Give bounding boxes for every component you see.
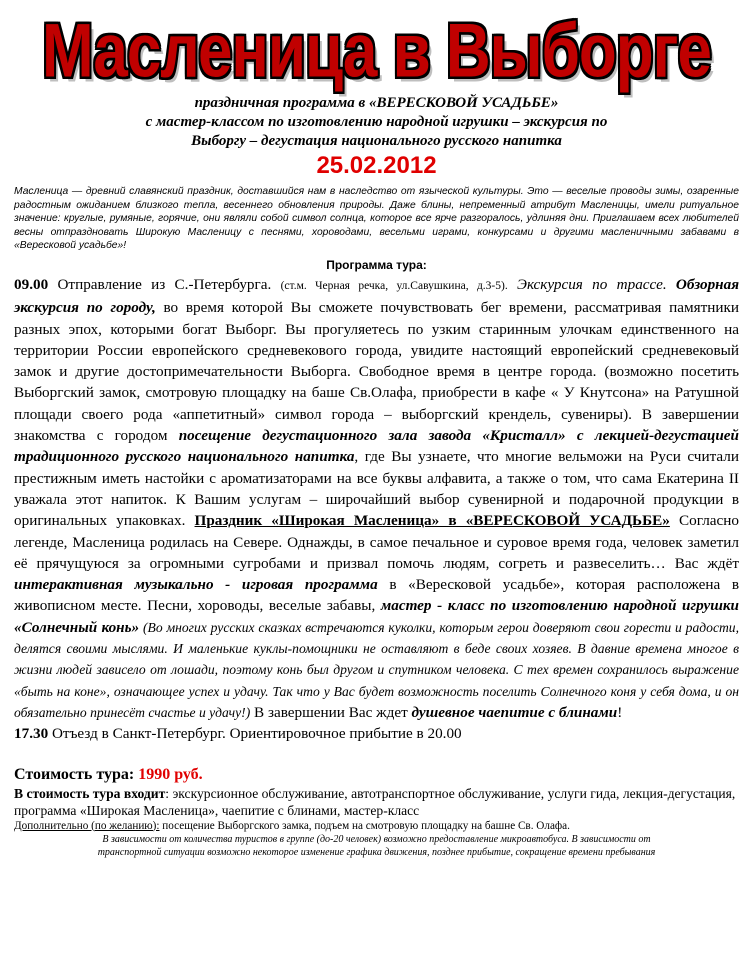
subtitle-line: праздничная программа в «ВЕРЕСКОВОЙ УСАДЬБЕ» <box>194 95 559 111</box>
program-highlight-underlined: Праздник «Широкая Масленица» в «ВЕРЕСКОВОЙ УСАДЬБЕ» <box>194 512 670 530</box>
included-services <box>14 785 739 819</box>
program-text-span: Экскурсия по трассе. <box>507 275 676 293</box>
included-label: В стоимость тура входит <box>14 785 166 801</box>
program-text-span: (Во многих русских сказках встречаются куколки, которым герои доверяют свои горести и радости, делятся своими мыслями. И маленькие куклы-помощники не оставляют в беде своих хозяев. В давние времена многое в жизни людей зависело от лошади, поэтому конь был другом и спутником человека. С тех времен сохранилось выражение «быть на коне», означающее успех и удачу. Так что у Вас будет возможность поселить Солнечного коня у себя дома, и он обязательно принесёт счастье и удачу!) <box>14 619 739 720</box>
optional-services <box>14 819 739 833</box>
page-title: Масленица в Выборге <box>42 9 711 94</box>
cost-price: 1990 руб. <box>138 765 203 783</box>
program-highlight: душевное чаепитие с блинами <box>411 703 618 721</box>
program-text-span: в «Вересковой усадьбе», которая расположена в живописном месте. Песни, хороводы, веселые забавы, <box>14 576 739 615</box>
intro-paragraph: Масленица — древний славянский праздник, доставшийся нам в наследство от языческой культуры. Это — веселые проводы зимы, озаренные радостным ожиданием близкого тепла, весеннего обновления природы. Даже блины, непременный атрибут Масленицы, имели ритуальное значение: круглые, румяные, горячие, они являли собой символ солнца, которое все ярче разгоралось, удлиняя дни. Приглашаем всех любителей весны отпраздновать Широкую Масленицу с песнями, хороводами, весельми играми, конкурсами и другими масленичными забавами в «Вересковой усадьбе»! <box>14 186 739 252</box>
program-text <box>14 274 739 745</box>
program-text-span: Отправление из С.-Петербурга. <box>48 275 281 293</box>
program-text-span: , где Вы узнаете, что многие вельможи на Руси считали престижным иметь настойки с ароматизаторами на все буквы алфавита, а также о том, что сама Екатерина II уважала этот напиток. К Вашим услугам – широчайший выбор сувенирной и подарочной продукции в оригинальных упаковках. <box>14 448 739 530</box>
return-line <box>14 723 739 744</box>
tour-date: 25.02.2012 <box>316 152 437 179</box>
included-text: : экскурсионное обслуживание, автотранспортное обслуживание, услуги гида, лекция-дегустация, программа «Широкая Масленица», чаепитие с блинами, мастер-класс <box>14 785 736 818</box>
program-highlight: мастер - класс по изготовлению народной игрушки «Солнечный конь» <box>14 597 739 636</box>
program-highlight: Обзорная экскурсия по городу, <box>14 275 740 317</box>
footnote-line: В зависимости от количества туристов в группе (до-20 человек) возможно предоставление микроавтобуса. В зависимости от <box>102 833 651 845</box>
optional-text: посещение Выборгского замка, подъем на смотровую площадку на башне Св. Олафа. <box>159 819 570 832</box>
subtitle-line: с мастер-классом по изготовлению народной игрушки – экскурсия по <box>145 114 608 130</box>
program-text-span: Отъезд в Санкт-Петербург. Ориентировочное прибытие в 20.00 <box>48 725 462 743</box>
time-return: 17.30 <box>14 725 49 743</box>
program-text-span: ! <box>617 703 623 721</box>
program-text-span: Согласно легенде, Масленица родилась на Севере. Однажды, в самое печальное и суровое время года, человек заметил её прячущуюся за огромными сугробами и призвал помочь людям, согреть и развеселить… Вас ждёт <box>14 512 739 572</box>
program-highlight: интерактивная музыкально - игровая программа <box>14 576 378 594</box>
meeting-point: (ст.м. Черная речка, ул.Савушкина, д.3-5). <box>280 279 508 292</box>
cost-label: Стоимость тура: <box>14 765 139 783</box>
footnote <box>14 833 739 859</box>
program-highlight: посещение дегустационного зала завода «Кристалл» с лекцией-дегустацией традиционного русского национального напитка <box>14 427 739 466</box>
subtitle-line: Выборгу – дегустация национального русского напитка <box>191 133 562 149</box>
program-text-span: во время которой Вы сможете почувствовать бег времени, рассматривая памятники разных эпох, которыми богат Выборг. Вы прогуляетесь по узким старинным улочкам единственного на территории России европейского средневекового города, увидите настоящий европейский средневековый замок и другие достопримечательности Выборга. Свободное время в центре города. (возможно посетить Выборгский замок, смотровую площадку на баше Св.Олафа, приобрести в кафе « У Кнутсона» на Ратушной площади своего рода «аппетитный» символ города – выборгский крендель, сувениры). В завершении знакомства с городом <box>14 299 739 445</box>
tour-cost <box>14 765 739 785</box>
program-heading: Программа тура: <box>326 257 427 272</box>
optional-label: Дополнительно (по желанию): <box>14 819 160 832</box>
footnote-line: транспортной ситуации возможно некоторое изменение графика движения, позднее прибытие, сокращение времени пребывания <box>97 846 656 858</box>
program-text-span: В завершении Вас ждет <box>250 703 412 721</box>
time-departure: 09.00 <box>14 275 49 293</box>
